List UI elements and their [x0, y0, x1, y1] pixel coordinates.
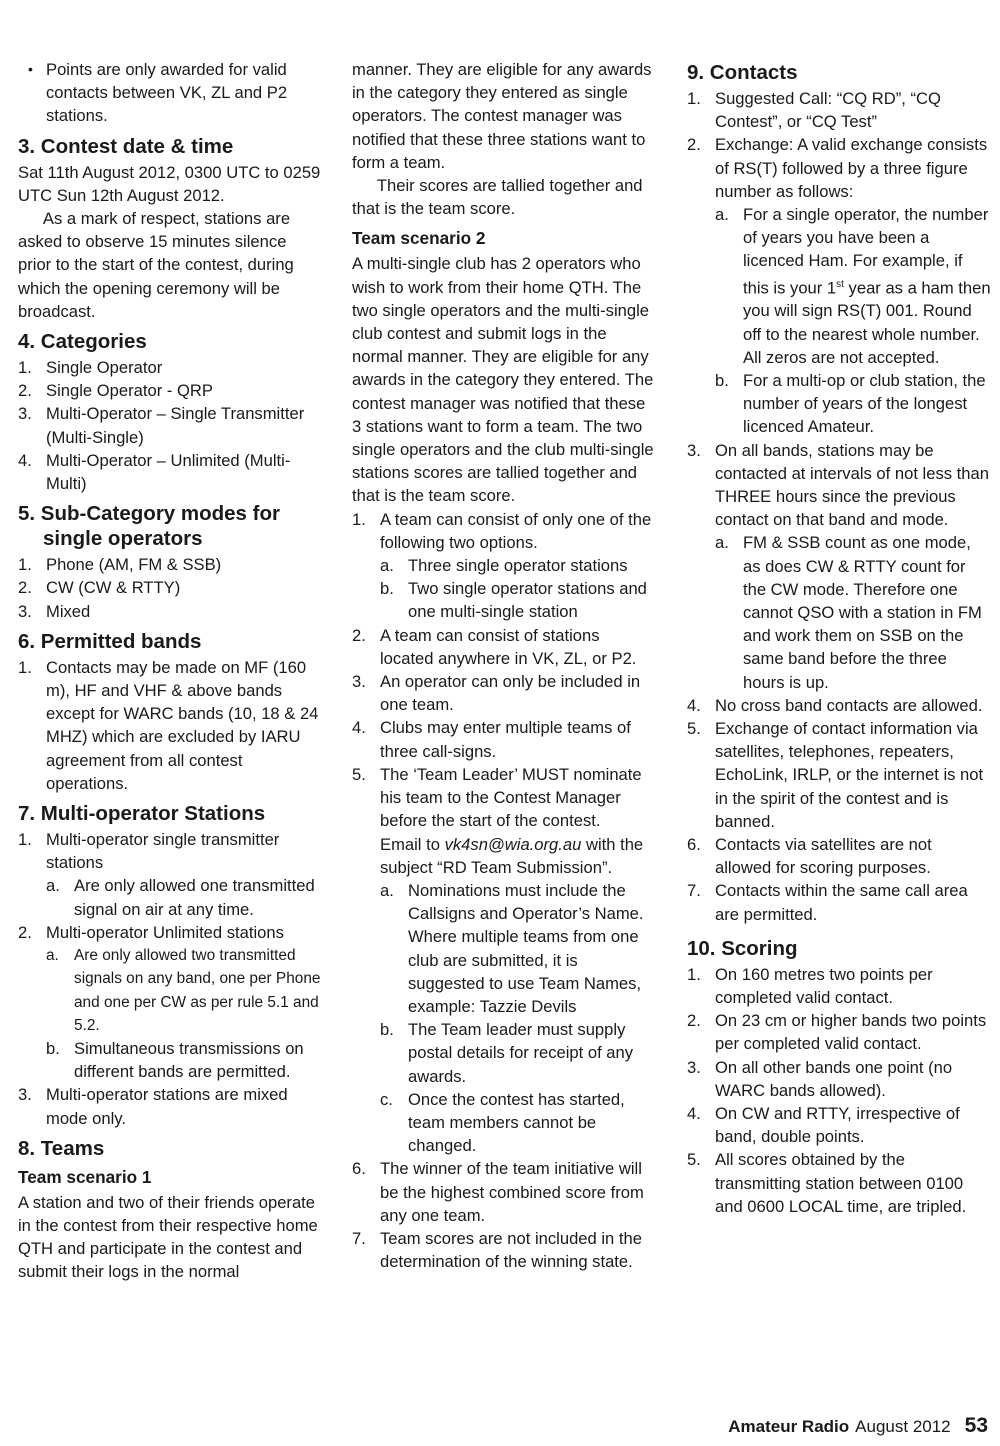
- list-item: [687, 1102, 992, 1148]
- list-number: 3.: [687, 1057, 701, 1077]
- list-number: 6.: [352, 1159, 366, 1179]
- list-item-text: Nominations must include the Callsigns and Operator’s Name. Where multiple teams from one club are submitted, it is suggested to use Team Names, example: Tazzie Devils: [408, 880, 644, 1016]
- list-item: [687, 87, 992, 133]
- list-item-text: Team scores are not included in the determination of the winning state.: [380, 1228, 642, 1272]
- list-item: [18, 600, 323, 623]
- list-item: [687, 133, 992, 203]
- list-item: [18, 656, 323, 795]
- list-number: 7.: [687, 881, 701, 901]
- list-item-text: For a multi-op or club station, the number of years of the longest licenced Amateur.: [743, 370, 986, 437]
- list-letter: a.: [46, 947, 59, 965]
- list-number: 1.: [687, 89, 701, 108]
- list-item: [687, 694, 992, 717]
- subheading-team-scenario-2: Team scenario 2: [352, 228, 486, 249]
- list-number: 1.: [18, 358, 32, 378]
- column-middle: [352, 58, 657, 1273]
- list-item-text: FM & SSB count as one mode, as does CW & RTTY count for the CW mode. Therefore one cannot QSO with a station in FM and work them on SSB on the same band before the three hours is up.: [743, 533, 982, 692]
- list-letter: a.: [715, 205, 729, 225]
- list-item-text: A team can consist of stations located anywhere in VK, ZL, or P2.: [380, 625, 637, 668]
- section-heading-sub-category: 5. Sub-Category modes for single operators: [18, 502, 280, 551]
- list-item: [352, 1157, 657, 1227]
- sub-list-item: [352, 554, 657, 577]
- sub-list-item: [18, 944, 323, 1037]
- list-number: 2.: [687, 1011, 701, 1031]
- list-letter: c.: [380, 1089, 393, 1109]
- list-item-text: Contacts via satellites are not allowed for scoring purposes.: [715, 835, 932, 878]
- list-item-text: The winner of the team initiative will be the highest combined score from any one team.: [380, 1159, 644, 1225]
- list-item: [687, 879, 992, 925]
- list-item: [687, 1009, 992, 1055]
- list-item: [352, 508, 657, 554]
- list-item-text: Simultaneous transmissions on different bands are permitted.: [74, 1038, 304, 1082]
- section-heading-contest-date: 3. Contest date & time: [18, 134, 234, 158]
- list-number: 2.: [687, 135, 701, 155]
- list-item: [18, 402, 323, 448]
- superscript: st: [836, 278, 844, 290]
- sub-list-item: [18, 874, 323, 920]
- list-item: [352, 1227, 657, 1273]
- column-left: [18, 58, 323, 1284]
- list-item-text: Multi-Operator – Unlimited (Multi-Multi): [46, 450, 291, 494]
- list-number: 3.: [18, 1085, 32, 1105]
- list-number: 5.: [687, 719, 701, 739]
- list-number: 2.: [352, 625, 366, 645]
- list-item: [18, 379, 323, 402]
- list-item-text: Two single operator stations and one multi-single station: [408, 579, 647, 622]
- section-heading-categories: 4. Categories: [18, 330, 147, 354]
- list-item: [687, 1148, 992, 1218]
- list-number: 7.: [352, 1228, 366, 1248]
- list-item-text: Once the contest has started, team members cannot be changed.: [408, 1089, 625, 1156]
- list-item-text: A team can consist of only one of the following two options.: [380, 509, 652, 552]
- paragraph: As a mark of respect, stations are asked to observe 15 minutes silence prior to the start of the contest, during which the opening ceremony will be broadcast.: [18, 209, 294, 321]
- list-item: [18, 1083, 323, 1129]
- list-item-text: Suggested Call: “CQ RD”, “CQ Contest”, or “CQ Test”: [715, 89, 941, 132]
- list-item-text: Multi-operator stations are mixed mode only.: [46, 1085, 288, 1128]
- list-item-text: Mixed: [46, 601, 91, 621]
- sub-list-item: [352, 1018, 657, 1088]
- sub-list-item: [687, 203, 992, 369]
- sub-list-item: [352, 577, 657, 623]
- list-item: [687, 1056, 992, 1102]
- list-item-text: Exchange of contact information via satellites, telephones, repeaters, EchoLink, IRLP, or the internet is not in the spirit of the contest and is banned.: [715, 719, 984, 831]
- list-item-text: Multi-Operator – Single Transmitter (Multi-Single): [46, 404, 305, 447]
- list-item: [687, 717, 992, 833]
- list-number: 1.: [18, 657, 32, 677]
- list-item: [18, 921, 323, 944]
- list-number: 1.: [687, 964, 701, 984]
- list-letter: a.: [380, 556, 394, 576]
- list-item-text: Are only allowed two transmitted signals on any band, one per Phone and one per CW as per rule 5.1 and 5.2.: [74, 947, 321, 1034]
- bullet-marker: •: [28, 61, 33, 77]
- list-item-text: On CW and RTTY, irrespective of band, double points.: [715, 1104, 960, 1147]
- list-number: 2.: [18, 381, 32, 401]
- list-item-text: The ‘Team Leader’ MUST nominate his team to the Contest Manager before the start of the contest.: [380, 764, 642, 831]
- list-letter: b.: [46, 1038, 60, 1058]
- list-number: 3.: [687, 440, 701, 460]
- list-item-text: No cross band contacts are allowed.: [715, 695, 983, 715]
- paragraph: Their scores are tallied together and that is the team score.: [352, 176, 643, 219]
- list-number: 4.: [687, 1104, 701, 1124]
- list-number: 4.: [687, 695, 701, 715]
- list-number: 1.: [18, 830, 32, 850]
- email-suffix: with the subject “RD Team Submission”.: [380, 834, 644, 877]
- list-number: 1.: [352, 509, 366, 529]
- list-item-text: Phone (AM, FM & SSB): [46, 555, 222, 575]
- list-number: 4.: [352, 718, 366, 738]
- list-number: 6.: [687, 835, 701, 855]
- list-item-text: Contacts may be made on MF (160 m), HF and VHF & above bands except for WARC bands (10, 18 & 24 MHZ) which are excluded by IARU agreement from all contest operations.: [46, 657, 319, 793]
- sub-list-item: [687, 369, 992, 439]
- list-item: [18, 553, 323, 576]
- list-item-text: On 160 metres two points per completed valid contact.: [715, 964, 933, 1008]
- list-item: [352, 624, 657, 670]
- list-item-text: Contacts within the same call area are permitted.: [715, 881, 968, 924]
- section-heading-teams: 8. Teams: [18, 1136, 105, 1160]
- list-item-text: Exchange: A valid exchange consists of RS(T) followed by a three figure number as follows:: [715, 135, 988, 201]
- sub-list-item: [352, 879, 657, 1018]
- column-right: [687, 58, 992, 1218]
- publication-name: Amateur Radio: [728, 1417, 850, 1436]
- list-item-text: Single Operator - QRP: [46, 381, 213, 401]
- list-item-text: Single Operator: [46, 358, 163, 378]
- paragraph: manner. They are eligible for any awards in the category they entered as single operators. The contest manager was notified that these three stations want to form a team.: [352, 60, 652, 172]
- list-item-text: Points are only awarded for valid contacts between VK, ZL and P2 stations.: [46, 60, 288, 126]
- section-heading-scoring: 10. Scoring: [687, 936, 798, 960]
- issue-date: August 2012: [855, 1417, 951, 1436]
- list-item-text: On all other bands one point (no WARC bands allowed).: [715, 1057, 953, 1100]
- list-letter: b.: [715, 370, 729, 390]
- list-item: [352, 763, 657, 879]
- email-prefix: Email to: [380, 834, 440, 854]
- sub-list-item: [687, 531, 992, 693]
- list-number: 3.: [18, 404, 32, 424]
- paragraph: Sat 11th August 2012, 0300 UTC to 0259 UTC Sun 12th August 2012.: [18, 162, 321, 205]
- section-heading-permitted-bands: 6. Permitted bands: [18, 629, 202, 653]
- list-item: [18, 576, 323, 599]
- list-item-text: Clubs may enter multiple teams of three call-signs.: [380, 718, 631, 761]
- paragraph: A multi-single club has 2 operators who wish to work from their home QTH. The two single operators and the multi-single club contest and submit logs in the normal manner. They are eligible for any awards in the category they entered. The contest manager was notified that these 3 stations want to form a team. The two single operators and the club multi-single stations scores are tallied together and that is the team score.: [352, 254, 654, 506]
- list-item: [687, 439, 992, 532]
- list-number: 2.: [18, 578, 32, 598]
- list-number: 3.: [18, 601, 32, 621]
- list-item: [18, 828, 323, 874]
- list-number: 5.: [352, 764, 366, 784]
- list-item: [687, 833, 992, 879]
- list-item: [352, 670, 657, 716]
- list-item-text: CW (CW & RTTY): [46, 578, 181, 598]
- list-item-text: Are only allowed one transmitted signal on air at any time.: [74, 876, 315, 919]
- list-number: 4.: [18, 450, 32, 470]
- list-number: 1.: [18, 555, 32, 575]
- list-item-text: An operator can only be included in one team.: [380, 672, 641, 715]
- list-item-body: [743, 203, 992, 369]
- list-item-body: [380, 763, 657, 879]
- page-number: 53: [964, 1414, 988, 1437]
- list-item-text: Multi-operator Unlimited stations: [46, 922, 284, 942]
- section-heading-contacts: 9. Contacts: [687, 61, 798, 84]
- list-item-text: On all bands, stations may be contacted at intervals of not less than THREE hours since the previous contact on that band and mode.: [715, 440, 989, 530]
- section-heading-multi-operator: 7. Multi-operator Stations: [18, 802, 266, 826]
- page-footer: [728, 1414, 988, 1438]
- list-letter: b.: [380, 1020, 394, 1040]
- list-item-text: year as a ham then you will sign RS(T) 001. Round off to the nearest whole number. All zeros are not accepted.: [743, 278, 991, 367]
- list-number: 5.: [687, 1150, 701, 1170]
- list-letter: a.: [380, 880, 394, 900]
- list-item-text: On 23 cm or higher bands two points per completed valid contact.: [715, 1011, 987, 1054]
- list-letter: a.: [715, 533, 729, 553]
- list-item-text: All scores obtained by the transmitting station between 0100 and 0600 LOCAL time, are tripled.: [715, 1150, 967, 1216]
- list-letter: b.: [380, 579, 394, 599]
- list-letter: a.: [46, 876, 60, 896]
- list-item: [18, 356, 323, 379]
- sub-list-item: [18, 1037, 323, 1083]
- list-item-text: The Team leader must supply postal details for receipt of any awards.: [408, 1020, 634, 1086]
- list-number: 2.: [18, 922, 32, 942]
- subheading-team-scenario-1: Team scenario 1: [18, 1166, 152, 1187]
- list-number: 3.: [352, 672, 366, 692]
- list-item: [352, 716, 657, 762]
- paragraph: A station and two of their friends operate in the contest from their respective home QTH and participate in the contest and submit their logs in the normal: [18, 1192, 318, 1282]
- list-item: [18, 58, 323, 128]
- sub-list-item: [352, 1088, 657, 1158]
- list-item-text: Multi-operator single transmitter stations: [46, 830, 280, 873]
- email-link[interactable]: vk4sn@wia.org.au: [444, 834, 582, 854]
- list-item: [687, 963, 992, 1009]
- list-item-text: Three single operator stations: [408, 556, 628, 576]
- list-item: [18, 449, 323, 495]
- list-item-text: For a single operator, the number of years you have been a licenced Ham. For example, if this is your 1: [743, 205, 989, 298]
